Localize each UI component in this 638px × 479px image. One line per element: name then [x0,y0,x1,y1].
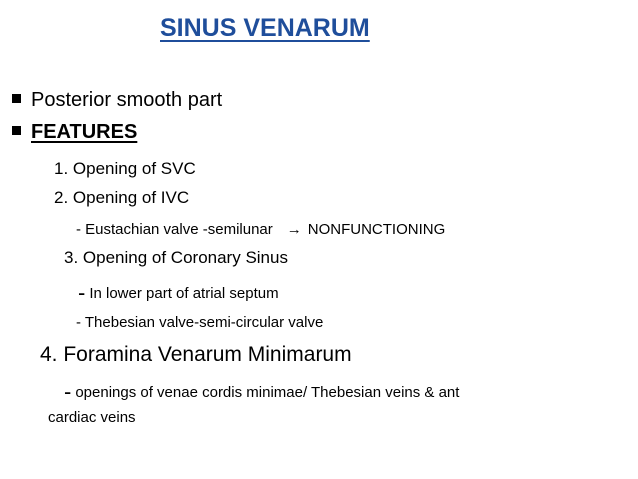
foramina-sub-text: openings of venae cordis minimae/ Thebesian veins & ant [75,384,460,401]
bullet-text: FEATURES [31,121,138,143]
right-arrow-icon: → [286,221,302,238]
bullet-features [12,121,137,144]
bullet-text: Posterior smooth part [31,89,223,111]
item-coronary: 3. Opening of Coronary Sinus [64,248,288,267]
item-eustachian [76,221,445,238]
item-foramina: 4. Foramina Venarum Minimarum [40,343,352,366]
coronary-sub1-text: In lower part of atrial septum [89,285,279,302]
item-ivc: 2. Opening of IVC [54,188,190,207]
square-bullet-icon [12,94,21,103]
item-foramina-sub-cont: cardiac veins [48,409,136,426]
eustachian-result: NONFUNCTIONING [307,221,446,238]
square-bullet-icon [12,126,21,135]
item-svc: 1. Opening of SVC [54,159,196,178]
slide-title: SINUS VENARUM [160,14,370,42]
bullet-posterior [12,89,222,112]
dash-marker: - [78,280,86,305]
dash-marker: - [64,379,72,404]
eustachian-text: - Eustachian valve -semilunar [76,221,273,238]
item-coronary-sub2: - Thebesian valve-semi-circular valve [76,314,324,331]
item-foramina-sub [64,379,459,405]
item-coronary-sub1 [78,280,279,306]
